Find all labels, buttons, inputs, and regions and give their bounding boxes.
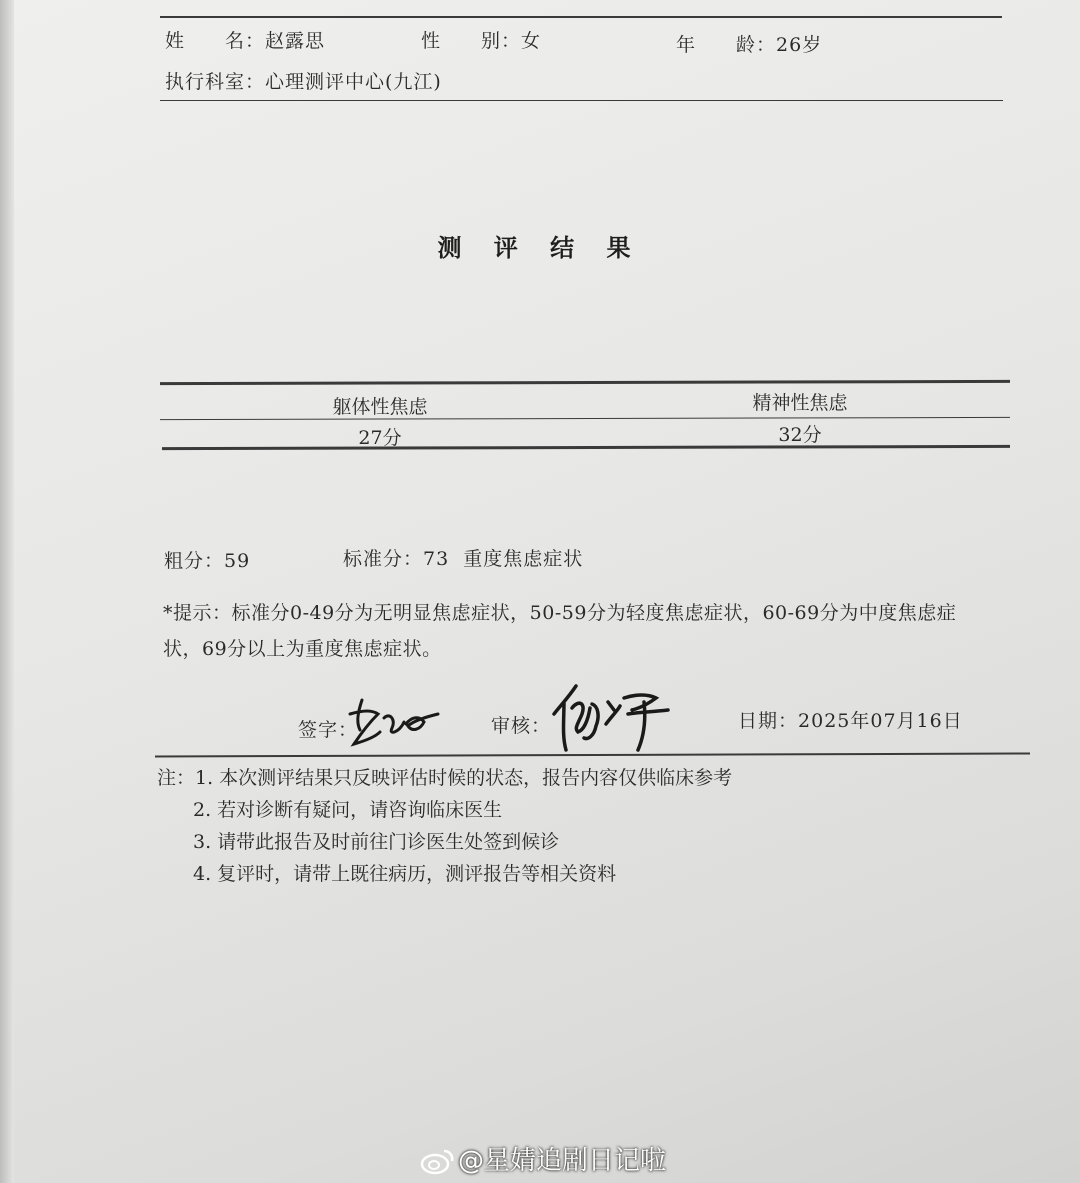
date-label: 日期：	[738, 710, 799, 732]
department-value: 心理测评中心(九江)	[265, 71, 442, 93]
gender-field	[421, 26, 541, 53]
age-label: 年 龄：	[676, 34, 777, 56]
note-text: 1. 本次测评结果只反映评估时候的状态，报告内容仅供临床参考	[195, 767, 733, 789]
standard-score-label: 标准分：	[343, 548, 424, 570]
gender-label: 性 别：	[421, 30, 522, 52]
standard-score-value: 73	[423, 548, 450, 570]
score-hint: *提示：标准分0-49分为无明显焦虑症状，50-59分为轻度焦虑症状，60-69分为中度焦虑症状，69分以上为重度焦虑症状。	[163, 602, 957, 660]
note-item-3	[157, 826, 732, 858]
header-bottom-rule	[160, 100, 1003, 101]
date-field	[738, 706, 963, 733]
note-item-2	[157, 794, 732, 826]
reviewer-signature	[548, 680, 688, 760]
department-label: 执行科室：	[165, 71, 266, 93]
paper-edge-shadow	[0, 0, 14, 1183]
table-header-psychic: 精神性焦虑	[752, 392, 848, 414]
note-text: 4. 复评时，请带上既往病历，测评报告等相关资料	[193, 863, 617, 885]
date-value: 2025年07月16日	[798, 710, 963, 732]
table-value-psychic: 32分	[778, 424, 822, 446]
watermark-text	[458, 1140, 666, 1177]
note-text: 3. 请带此报告及时前往门诊医生处签到候诊	[193, 831, 560, 853]
age-value: 26岁	[776, 34, 823, 56]
note-item-4	[157, 858, 732, 890]
review-label: 审核：	[491, 715, 552, 737]
notes-prefix: 注：	[157, 767, 196, 789]
standard-score-result: 重度焦虑症状	[463, 548, 584, 570]
weibo-icon	[420, 1147, 454, 1175]
table-top-rule	[160, 380, 1010, 385]
name-field	[165, 26, 325, 53]
raw-score-label: 粗分：	[164, 550, 225, 572]
table-value-somatic: 27分	[358, 427, 402, 449]
name-value: 赵露思	[265, 30, 326, 52]
raw-score	[164, 546, 250, 573]
report-title: 测 评 结 果	[437, 234, 643, 262]
standard-score	[343, 544, 583, 571]
raw-score-value: 59	[224, 550, 251, 572]
notes-section	[157, 762, 732, 890]
gender-value: 女	[521, 30, 542, 52]
table-header-somatic: 躯体性焦虑	[332, 396, 428, 418]
sign-label: 签字：	[298, 719, 359, 741]
note-item-1	[157, 762, 732, 794]
age-field	[676, 30, 822, 57]
signer-signature	[340, 692, 450, 762]
watermark-label: @星婧追剧日记啦	[458, 1146, 667, 1176]
header-top-rule	[160, 16, 1002, 18]
name-label: 姓 名：	[165, 30, 266, 52]
note-text: 2. 若对诊断有疑问，请咨询临床医生	[193, 799, 503, 821]
department-field	[165, 67, 442, 94]
